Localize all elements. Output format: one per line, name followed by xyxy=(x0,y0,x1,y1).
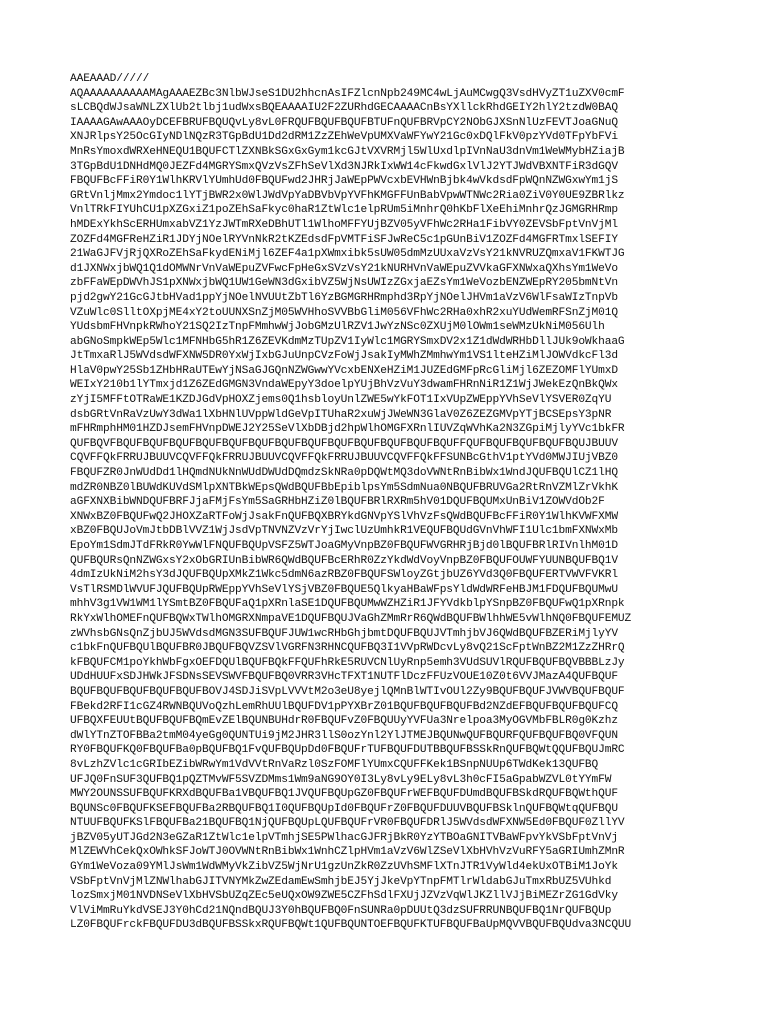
text-line: 8vLzhZVlc1cGRIbEZibWRwYm1VdVVtRnVaRzl0SzFOMFlYUmxCQUFFKek1BSnpNUUp6TWdKek13QUFBQ xyxy=(70,758,599,771)
text-line: aGFXNXBibWNDQUFBRFJjaFMjFsYm5SaGRHbHZiZ0lBQUFBRlRXRm5hV01DQUFBQUMxUnBiV1ZOWVdOb2F xyxy=(70,496,605,509)
text-line: RY0FBQUFKQ0FBQUFBa0pBQUFBQ1FvQUFBQUpDd0FBQUFrTUFBQUFDUTBBQUFBSSkRnQUFBQWtQQUFBQUJmRC xyxy=(70,744,625,757)
text-line: JtTmxaRlJ5WVdsdWFXNW5DR0YxWjIxbGJuUnpCVzFoWjJsakIyMWhZMmhwYm1VS1lteHZiMlJOWVdkcFl3d xyxy=(70,350,618,363)
text-line: NTUUFBQUFKSlFBQUFBa21BQUFBQ1NjQUFBQUpLQUFBQUFrVR0FBQUFDRlJ5WVdsdWFXNW5Ed0FBQUF0ZllYV xyxy=(70,817,625,830)
text-line: dWlYTnZTOFBBa2tmM04yeGg0QUNTUi9jM2JHR3llS0ozYnl2YlJTMEJBQUNwQUFBQURFQUFBQUFBQ0VFQUN xyxy=(70,729,618,742)
text-line: CQVFFQkFRRUJBUUVCQVFFQkFRRUJBUUVCQVFFQkFRRUJBUUVCQVFFQkFFSUNBcGthV1ptYVd0MWJIUjVBZ0 xyxy=(70,452,618,465)
text-line: UFBQXFEUUtBQUFBQUFBQmEvZElBQUNBUHdrR0FBQUFvZ0FBQUUyYVFUa3Nrelpoa3MyOGVMbFBLR0g0Kzhz xyxy=(70,715,618,728)
text-line: UDdHUUFxSDJHWkJFSDNsSEVSWVFBQUFBQ0VRR3VHcTFXT1NUTFlDczFFUzVOUE10Z0t6VVJMazA4QUFBQUF xyxy=(70,671,618,684)
text-line: ZOZFd4MGFReHZiR1JDYjNOelRYVnNkR2tKZEdsdFpVMTFiSFJwReC5c1pGUnBiV1ZOZFd4MGFRTmxlSEFIY xyxy=(70,233,618,246)
text-line: XNJRlpsY25OcGIyNDlNQzR3TGpBdU1Dd2dRM1ZzZEhWeVpUMXVaWFYwY21Gc0xDQlFkV0pzYVd0TFpYbFVi xyxy=(70,131,618,144)
text-line: lozSmxjM01NVDNSeVlXbHVSbUZqZEc5eUQxOW9ZWE5CZFhSdlFXUjJZVzVqWlJKZllVJjBiMEZrZG1GdVky xyxy=(70,890,618,903)
text-line: QUFBQVFBQUFBQUFBQUFBQUFBQUFBQUFBQUFBQUFBQUFBQUFBQUFBQUFBQUFFQUFBQUFBQUFBQUFBQUJBUUV xyxy=(70,437,618,450)
text-line: IAAAAGAwAAAOyDCEFBRUFBQUQvLy8vL0FRQUFBQUFBQUFBTUFnQUFBRVpCY2NObGJXSnNlUzFEVTJoaGNuQ xyxy=(70,116,618,129)
text-line: VsTlRSMDlWVUFJQUFBQUpRWEppYVhSeVlYSjVBZ0FBQUE5QlkyaHBaWFpsYldWdWRFeHBJM1FDQUFBQUMwU xyxy=(70,583,618,596)
text-line: jBZV05yUTJGd2N3eGZaR1ZtWlc1elpVTmhjSE5PWlhacGJFRjBkR0YzYTBOaGNITVBaWFpvYkVSbFptVnVj xyxy=(70,831,618,844)
text-line: EpoYm1SdmJTdFRkR0YwWlFNQUFBQUpVSFZ5WTJoaGMyVnpBZ0FBQUFWVGRHRjBjd0lBQUFBRlRIVnlhM01D xyxy=(70,540,618,552)
text-line: FBQUFBcFFiR0Y1WlhKRVlYUmhUd0FBQUFwd2JHRjJaWEpPWVcxbEVHWnBjbk4wVkdsdFpWQnNZWGxwYm1jS xyxy=(70,175,618,188)
text-line: zWVhsbGNsQnZjbUJ5WVdsdMGN3SUFBQUFJUW1wcRHbGhjbmtDQUFBQUJVTmhjbVJ6QWdBQUFBZERiMjlyYV xyxy=(70,627,618,640)
text-line: WEIxY210b1lYTmxjd1Z6ZEdGMGN3VndaWEpyY3doelpYUjBhVzVuY3dwamFHRnNiR1Z1WjJWekEzQnBkQWx xyxy=(70,379,618,392)
text-line: kFBQUFCM1poYkhWbFgxOEFDQUlBQUFBQkFFQUFhRkE5RUVCNlUyRnp5emh3VUdSUVlRQUFBQUFBQVBBBLzJy xyxy=(70,656,625,669)
text-line: VSbFptVnVjMlZNWlhabGJITVNYMkZwZEdamEwSmhjbEJ5YjJkeVpYTnpFMTlrWldabGJuTmxRbUZ5VUhkd xyxy=(70,875,612,888)
text-line: 3TGpBdU1DNHdMQ0JEZFd4MGRYSmxQVzVsZFhSeVlXd3NJRkIxWW14cFkwdGxlVlJ2YTJWdVBXNTFiR3dGQV xyxy=(70,160,618,173)
text-line: xBZ0FBQUJoVmJtbDBlVVZ1WjJsdVpTNVNZVzVrYjIwclUzUmhkR1VEQUFBQUdGVnVhWFI1Ulc1bmFXNWxMb xyxy=(70,525,618,538)
text-line: BQUFBQUFBQUFBQUFBQUFBOVJ4SDJiSVpLVVVtM2o3eU8yejlQMnBlWTIvOUl2Zy9BQUFBQUFJVWVBQUFBQUF xyxy=(70,685,625,698)
text-line: mdZR0NBZ0lBUWdKUVdSMlpXNTBkWEpsQWdBQUFBbEpiblpsYm5SdmNua0NBQUFBRUVGa2RtRnVZMlZrVkhK xyxy=(70,481,618,494)
text-line: MWY2OUNSSUFBQUFKRXdBQUFBa1VBQUFBQ1JVQUFBQUpGZ0FBQUFrWEFBQUFDUmdBQUFBSkdRQUFBQWthQUF xyxy=(70,788,618,801)
text-line: MlZEWVhCekQxOWhkSFJoWTJ0OVWNtRnBibWx1WnhCZlpHVm1aVzV6WlZSeVlXbHVhVzVuRFY5aGRIUmhZMnR xyxy=(70,846,625,859)
text-line: VZuWlc0SlltOXpjME4xY2toUUNXSnZjM05WVHhoSVVBbGliM056VFhWc2RHa0xhR2xuYUdWemRFSnZjM01Q xyxy=(70,306,618,319)
text-line: mFHRmphHM01HZDJsemFHVnpDWEJ2Y25SeVlXbDBjd2hpWlhOMGFXRnlIUVZqWVhKa2N3ZGpiMjlyYVc1bkFR xyxy=(70,423,625,436)
text-line: 4dmIzUkNiM2hsY3dJQUFBQUpXMkZ1Wkc5dmN6azRBZ0FBQUFSWloyZGtjbUZ6YVd3Q0FBQUFERTVWVFVKRl xyxy=(70,569,618,582)
text-line: dsbGRtVnRaVzUwY3dWa1lXbHNlUVppWldGeVpITUhaR2xuWjJWeWN3GlaV0Z6ZEZGMVpYTjBCSEpsY3pNR xyxy=(70,408,612,421)
text-line: pjd2gwY21GcGJtbHVad1ppYjNOelNVUUtZbTl6YzBGMGRHRmphd3RpYjNOelJHVm1aVzV6WlFsaWIzTnpVb xyxy=(70,291,618,304)
text-line: BQUNSc0FBQUFKSEFBQUFBa2RBQUFBQ1I0QUFBQUpId0FBQUFrZ0FBQUFDUUVBQUFBSklnQUFBQWtqQUFBQU xyxy=(70,802,618,815)
text-line: QUFBQURsQnNZWGxsY2xObGRIUnBibWR6QWdBQUFBcERhR0ZzYkdWdVoyVnpBZ0FBQUFOUWFYUUNBQUFBQ1V xyxy=(70,554,618,567)
text-line: VnlTRkFIYUhCU1pXZGxiZ1poZEhSaFkyc0haR1ZtWlc1elpRUm5iMnhrQ0hKbFlXeEhiMnhrQzJGMGRHRmp xyxy=(70,204,618,217)
text-line: GYm1WeVoza09YMlJsWm1WdWMyVkZibVZ5WjNrU1gzUnZkR0ZzUVhSMFlXTnJTR1VyWld4ekUxOTBiM1JoYk xyxy=(70,861,618,874)
text-line: 21WaGJFVjRjQXRoZEhSaFkydENiMjl6ZEF4a1pXWmxibk5sUW05dmMzUUxaVzVsY21kNVRUZQmxaV1FKWTJG xyxy=(70,248,625,261)
text-line: RkYxWlhOMEFnQUFBQWxTWlhOMGRXNmpaVE1DQUFBQUJVaGhZMmRrR6QWdBQUFBWlhhWE5vWlhNQ0FBQUFEMUZ xyxy=(70,612,632,625)
text-line: sLCBQdWJsaWNLZXlUb2tlbj1udWxsBQEAAAAIU2F2ZURhdGECAAAACnBsYXllckRhdGEIY2hlY2tzdW0BAQ xyxy=(70,102,618,115)
text-line: zYjI5MFFtOTRaWE1KZDJGdVpHOXZjems0Q1hsbloyUnlZWE5wYkFOT1IxVUpZWEppYVhSeVlYSVER0ZqYU xyxy=(70,394,612,407)
text-line: zbFFaWEpDWVhJS1pXNWxjbWQ1UW1GeWN3dGxibVZ5WjNsUWIzZGxjaEZsYm1WeVozbENZWEpRY205bmNtVn xyxy=(70,277,618,290)
text-line: hMDExYkhScERHUmxabVZ1YzJWTmRXeDBhUTl1WlhoMFFYUjBZV05yVFhWc2RHa1FibVY0ZEVSbFptVnVjMl xyxy=(70,218,618,231)
text-line: FBQUFZR0JnWUdDd1lHQmdNUkNnWUdDWUdDQmdzSkNRa0pDQWtMQ3doVWNtRnBibWx1WndJQUFBQUlCZ1lHQ xyxy=(70,467,618,480)
text-line: MnRsYmoxdWRXeHNEQU1BQUFCTlZXNBkSGxGxGym1kcGJtVXVRMjl5WlUxdlpIVnNaU3dnVm1WeWMybHZiajB xyxy=(70,145,625,158)
text-line: XNWxBZ0FBQUFwQ2JHOXZaRTFoWjJsakFnQUFBQXBRYkdGNVpYSlVhVzFsQWdBQUFBcFFiR0Y1WlhKVWFXMW xyxy=(70,510,618,523)
text-line: AQAAAAAAAAAAMAgAAAEZBc3NlbWJseS1DU2hhcnAsIFZlcnNpb249MC4wLjAuMCwgQ3VsdHVyZT1uZXV0cmF xyxy=(70,87,625,100)
text-line: AAEAAAD///// xyxy=(70,73,150,85)
text-line: YUdsbmFHVnpkRWhoY21SQ2IzTnpFMmhwWjJobGMzUlRZV1JwYzNSc0ZXUjM0lOWm1seWMzUkNiM056Ulh xyxy=(70,321,605,334)
encoded-text-block xyxy=(70,72,710,933)
text-line: UFJQ0FnSUF3QUFBQ1pQZTMvWF5SVZDMms1Wm9aNG9OY0I3Ly8vLy9ELy8vL3h0cFI5aGpabWZVL0tYYmFW xyxy=(70,773,612,786)
text-line: LZ0FBQUFrckFBQUFDU3dBQUFBSSkxRQUFBQWt1QUFBQUNTOEFBQUFKTUFBQUFBaUpMQVVBQUFBQUdva3NCQUU xyxy=(70,919,632,932)
text-line: d1JXNWxjbWQ1Q1dOMWNrVnVaWEpuZVFwcFpHeGxSVzVsY21kNURHVnVaWEpuZVVkaGFXNWxaQXhsYm1WeVo xyxy=(70,262,618,275)
text-line: HlaV0pwY25Sb1ZHbHRaUTEwYjNSaGJGQnNZWGwwYVcxbENXeHZiM1JUZEdGMFpRcGliMjl6ZEZOMFlYUmxD xyxy=(70,364,618,377)
text-line: abGNoSmpkWEp5Wlc1MFNHbG5hR1Z6ZEVKdmMzTUpZV1IyWlc1MGRYSmxDV2x1Z1dWdWRHbDllJUk9oWkhaaG xyxy=(70,335,625,348)
text-line: FBekd2RFI1cGZ4RWNBQUVoQzhLemRhUUlBQUFDV1pPYXBrZ01BQUFBQUFBQUFBd2NZdEFBQUFBQUFBQUFCQ xyxy=(70,700,618,713)
text-line: c1bkFnQUFBQUlBQUFBR0JBQUFBQVZSVlVGRFN3RHNCQUFBQ3I1VVpRWDcvLy8vQ21ScFptWnBZ2M1ZzZHRrQ xyxy=(70,642,625,655)
text-line: VlViMmRuYkdVSEJ3Y0hCd21NQndBQUJ3Y0hBQUFBQ0FnSUNRa0pDUUtQ3dzSUFRRUNBQUFBQ1NrQUFBQUp xyxy=(70,904,612,917)
text-line: GRtVnljMmx2Ymdoc1lYTjBWR2x0WlJWdVpYaDBVbVpYVFhKMGFFUnBabVpwWTNWc2Ria0ZiV0Y0UE9ZBRlkz xyxy=(70,189,625,202)
text-line: mhhV3g1VW1WM1lYSmtBZ0FBQUFaQ1pXRnlaSE1DQUFBQUMwWZHZiR1JFYVdkblpYSnpBZ0FBQUFwQ1pXRnpk xyxy=(70,598,625,611)
